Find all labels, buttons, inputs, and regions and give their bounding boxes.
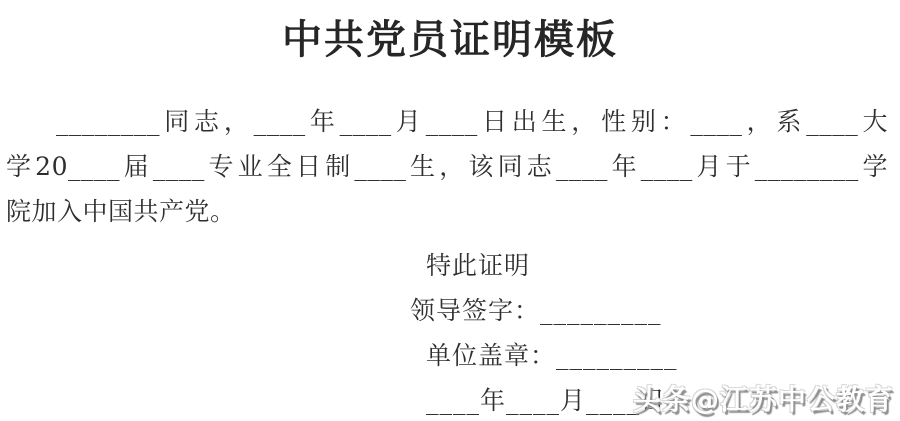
document-paragraph bbox=[6, 99, 888, 234]
date-line: ____年____月____日 bbox=[426, 386, 667, 415]
leader-signature-line: 领导签字：_________ bbox=[410, 296, 662, 325]
paragraph-line-3: 院加入中国共产党。 bbox=[6, 197, 236, 226]
closing-statement: 特此证明 bbox=[426, 251, 531, 280]
watermark-text: 头条@江苏中公教育 bbox=[632, 383, 894, 416]
paragraph-line-2: 学20____届____专业全日制____生，该同志____年____月于________学 bbox=[6, 152, 888, 181]
paragraph-line-1: ________同志，____年____月____日出生，性别：____，系____大 bbox=[56, 107, 888, 136]
document-title: 中共党员证明模板 bbox=[282, 16, 618, 63]
unit-seal-line: 单位盖章：_________ bbox=[426, 341, 678, 370]
